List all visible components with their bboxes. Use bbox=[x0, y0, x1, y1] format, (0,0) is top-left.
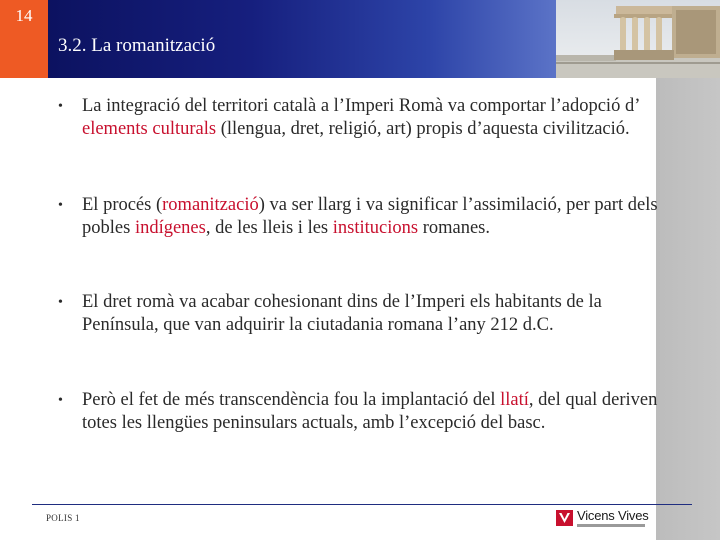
text-run: , del qual deriven totes les llengües peninsulars actuals, amb l’excepció del basc. bbox=[82, 390, 658, 433]
text-run: (llengua, dret, religió, art) propis d’aquesta civilització. bbox=[216, 119, 630, 139]
logo-text: Vicens Vives bbox=[577, 508, 649, 523]
bullet-text bbox=[82, 291, 658, 337]
slide-title: 3.2. La romanització bbox=[58, 35, 216, 56]
footer-label: POLIS 1 bbox=[46, 513, 80, 523]
page-number-badge bbox=[0, 0, 48, 78]
highlighted-term: indígenes bbox=[134, 218, 206, 238]
bullet-dot: • bbox=[58, 393, 63, 408]
bullet-dot: • bbox=[58, 99, 63, 114]
text-run: romanes. bbox=[418, 218, 491, 238]
vicens-vives-logo bbox=[556, 508, 656, 534]
page-number: 14 bbox=[15, 6, 33, 25]
logo-underline bbox=[577, 524, 645, 527]
highlighted-term: llatí bbox=[500, 390, 529, 410]
bullet-text bbox=[82, 194, 658, 240]
erechtheion-photo bbox=[556, 0, 720, 78]
text-run: El dret romà va acabar cohesionant dins de l’Imperi els habitants de la Península, que van adquirir la ciutadania romana l’any 212 d.C. bbox=[82, 292, 602, 335]
footer-divider bbox=[32, 504, 692, 505]
text-run: ) va ser llarg i va significar l’assimilació, per part dels pobles bbox=[82, 195, 658, 238]
side-strip bbox=[656, 78, 720, 540]
text-run: El procés ( bbox=[82, 195, 163, 215]
highlighted-term: elements culturals bbox=[82, 119, 217, 139]
bullet-dot: • bbox=[58, 198, 63, 213]
highlighted-term: institucions bbox=[332, 218, 419, 238]
bullet-text bbox=[82, 95, 658, 141]
highlighted-term: romanització bbox=[162, 195, 259, 215]
logo-mark-icon bbox=[556, 510, 573, 526]
text-run: La integració del territori català a l’Imperi Romà va comportar l’adopció d’ bbox=[82, 96, 639, 116]
bullet-text bbox=[82, 389, 658, 435]
bullet-dot: • bbox=[58, 295, 63, 310]
text-run: Però el fet de més transcendència fou la implantació del bbox=[82, 390, 501, 410]
text-run: , de les lleis i les bbox=[205, 218, 333, 238]
